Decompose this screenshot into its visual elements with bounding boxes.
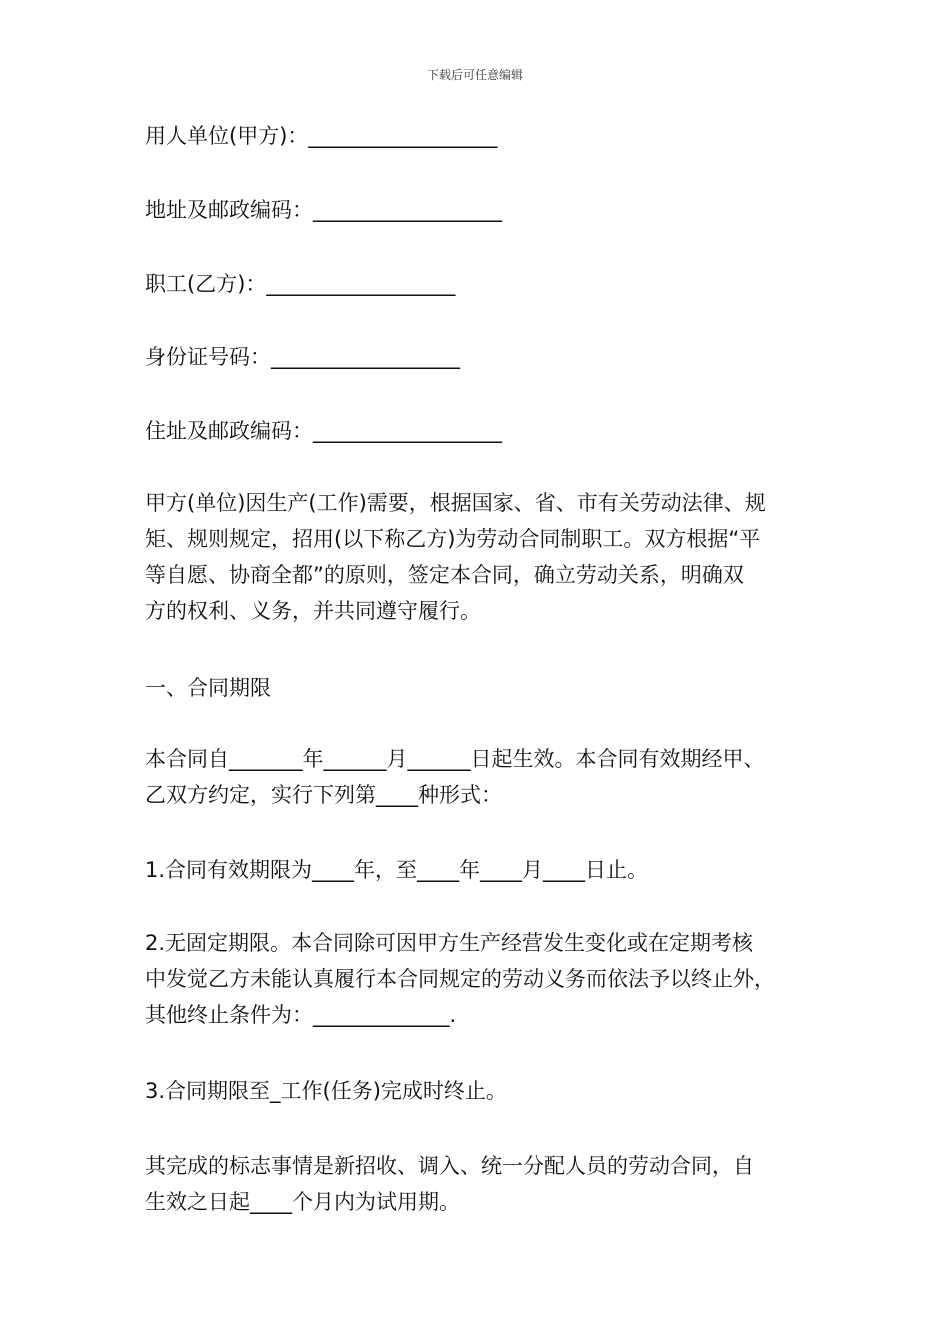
term-item-2 (145, 925, 810, 1033)
intro-line: 等自愿、协商全都”的原则，签定本合同，确立劳动关系，明确双 (145, 563, 744, 587)
employer-field: 用人单位(甲方)：__________________ (145, 124, 498, 148)
term-item-2-line: 中发觉乙方未能认真履行本合同规定的劳动义务而依法予以终止外， (145, 967, 775, 991)
term-item-2-line: 其他终止条件为：_____________. (145, 1003, 457, 1027)
intro-line: 甲方(单位)因生产(工作)需要，根据国家、省、市有关劳动法律、规 (145, 491, 766, 515)
page-header: 下载后可任意编辑 (426, 68, 523, 82)
term-intro-line: 乙双方约定，实行下列第____种形式： (145, 783, 502, 807)
term-item-2-line: 2.无固定期限。本合同除可因甲方生产经营发生变化或在定期考核 (145, 931, 754, 955)
probation-line: 生效之日起____个月内为试用期。 (145, 1190, 460, 1214)
id-number-field: 身份证号码：__________________ (145, 345, 460, 369)
term-intro-paragraph (145, 741, 810, 813)
employee-field: 职工(乙方)：__________________ (145, 272, 456, 296)
term-item-3: 3.合同期限至_工作(任务)完成时终止。 (145, 1079, 507, 1103)
employer-address-field: 地址及邮政编码：__________________ (145, 198, 502, 222)
intro-line: 方的权利、义务，并共同遵守履行。 (145, 599, 481, 623)
employee-address-field: 住址及邮政编码：__________________ (145, 419, 502, 443)
term-intro-line: 本合同自_______年______月______日起生效。本合同有效期经甲、 (145, 747, 765, 771)
probation-paragraph (145, 1148, 810, 1220)
intro-paragraph (145, 485, 810, 629)
intro-line: 矩、规则规定，招用(以下称乙方)为劳动合同制职工。双方根据“平 (145, 527, 761, 551)
probation-line: 其完成的标志事情是新招收、调入、统一分配人员的劳动合同，自 (145, 1154, 754, 1178)
section-title: 一、合同期限 (145, 676, 271, 700)
term-item-1: 1.合同有效期限为____年，至____年____月____日止。 (145, 858, 649, 882)
